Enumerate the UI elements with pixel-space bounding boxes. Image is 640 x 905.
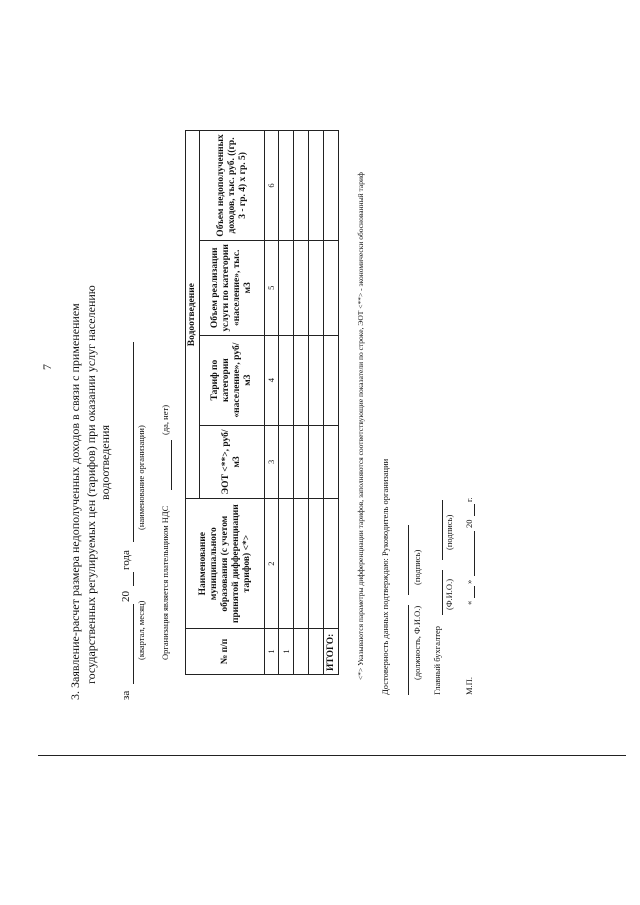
date-open: « xyxy=(464,600,474,605)
header-municipality: Наименование муниципального образования (с учетом принятой дифференциации тарифов) <*> xyxy=(186,499,265,629)
header-lost-income: Объем недополученных доходов, тыс. руб. ((гр. 3 - гр. 4) x гр. 5) xyxy=(200,131,265,241)
sign-caption-2: (подпись) xyxy=(444,514,454,550)
period-prefix: за xyxy=(120,690,132,700)
accountant-label: Главный бухгалтер xyxy=(432,625,442,695)
org-caption: (наименование организации) xyxy=(136,425,146,530)
year-prefix: 20 xyxy=(120,591,132,602)
header-volume: Объем реализации услуги по категории «население», тыс. м3 xyxy=(200,240,265,335)
year-blank-2 xyxy=(474,504,475,516)
position-caption: (должность, Ф.И.О.) xyxy=(412,605,422,680)
vat-caption: (да, нет) xyxy=(160,404,170,435)
vat-blank xyxy=(171,440,172,490)
month-blank xyxy=(474,531,475,576)
row-first-number: 1 xyxy=(279,629,294,675)
day-blank xyxy=(474,586,475,598)
period-caption: (квартал, месяц) xyxy=(136,600,146,660)
footnote: <*> Указываются параметры дифференциации тарифов, заполняются соответствующие показатели по строке, ЭОТ <**> - экономически обоснованный тариф xyxy=(356,172,365,680)
date-suffix: г. xyxy=(464,497,474,502)
table-row xyxy=(294,131,309,675)
vat-text: Организация является плательщиком НДС xyxy=(160,505,170,660)
header-group-wastewater: Водоотведение xyxy=(186,131,200,499)
sign-blank xyxy=(408,525,409,595)
col-number-1: 1 xyxy=(265,629,279,675)
col-number-3: 3 xyxy=(265,425,279,499)
page-divider-line xyxy=(38,755,626,756)
table-row xyxy=(309,131,324,675)
header-eot: ЭОТ <**>, руб/м3 xyxy=(200,425,265,499)
year-suffix: года xyxy=(120,550,132,570)
sign-blank-2 xyxy=(442,500,443,560)
table-row xyxy=(279,131,294,675)
form-title-line-2: государственных регулируемых цен (тарифов) при оказании услуг населению xyxy=(84,285,98,684)
fio-caption: (Ф.И.О.) xyxy=(444,578,454,610)
col-number-4: 4 xyxy=(265,335,279,425)
col-number-5: 5 xyxy=(265,240,279,335)
year-blank xyxy=(133,572,134,586)
col-number-6: 6 xyxy=(265,131,279,241)
page-number: 7 xyxy=(40,364,54,370)
total-label: ИТОГО: xyxy=(324,629,339,675)
confirm-text: Достоверность данных подтверждаю: Руководитель организации xyxy=(380,458,390,695)
header-row-number: № п/п xyxy=(186,629,265,675)
sign-caption: (подпись) xyxy=(412,549,422,585)
rotated-page-content xyxy=(40,40,474,700)
header-tariff: Тариф по категории «население», руб/м3 xyxy=(200,335,265,425)
date-year: 20 xyxy=(464,519,474,528)
fio-blank xyxy=(442,570,443,615)
period-blank xyxy=(133,604,134,684)
form-title-line-3: водоотведения xyxy=(98,425,112,500)
org-blank xyxy=(133,342,134,542)
total-row xyxy=(324,131,339,675)
date-mid: » xyxy=(464,579,474,584)
form-title-line-1: 3. Заявление-расчет размера недополученных доходов в связи с применением xyxy=(68,303,82,700)
position-blank xyxy=(408,605,409,695)
calculation-table xyxy=(185,130,339,675)
mp-label: М.П. xyxy=(464,677,474,695)
col-number-2: 2 xyxy=(265,499,279,629)
